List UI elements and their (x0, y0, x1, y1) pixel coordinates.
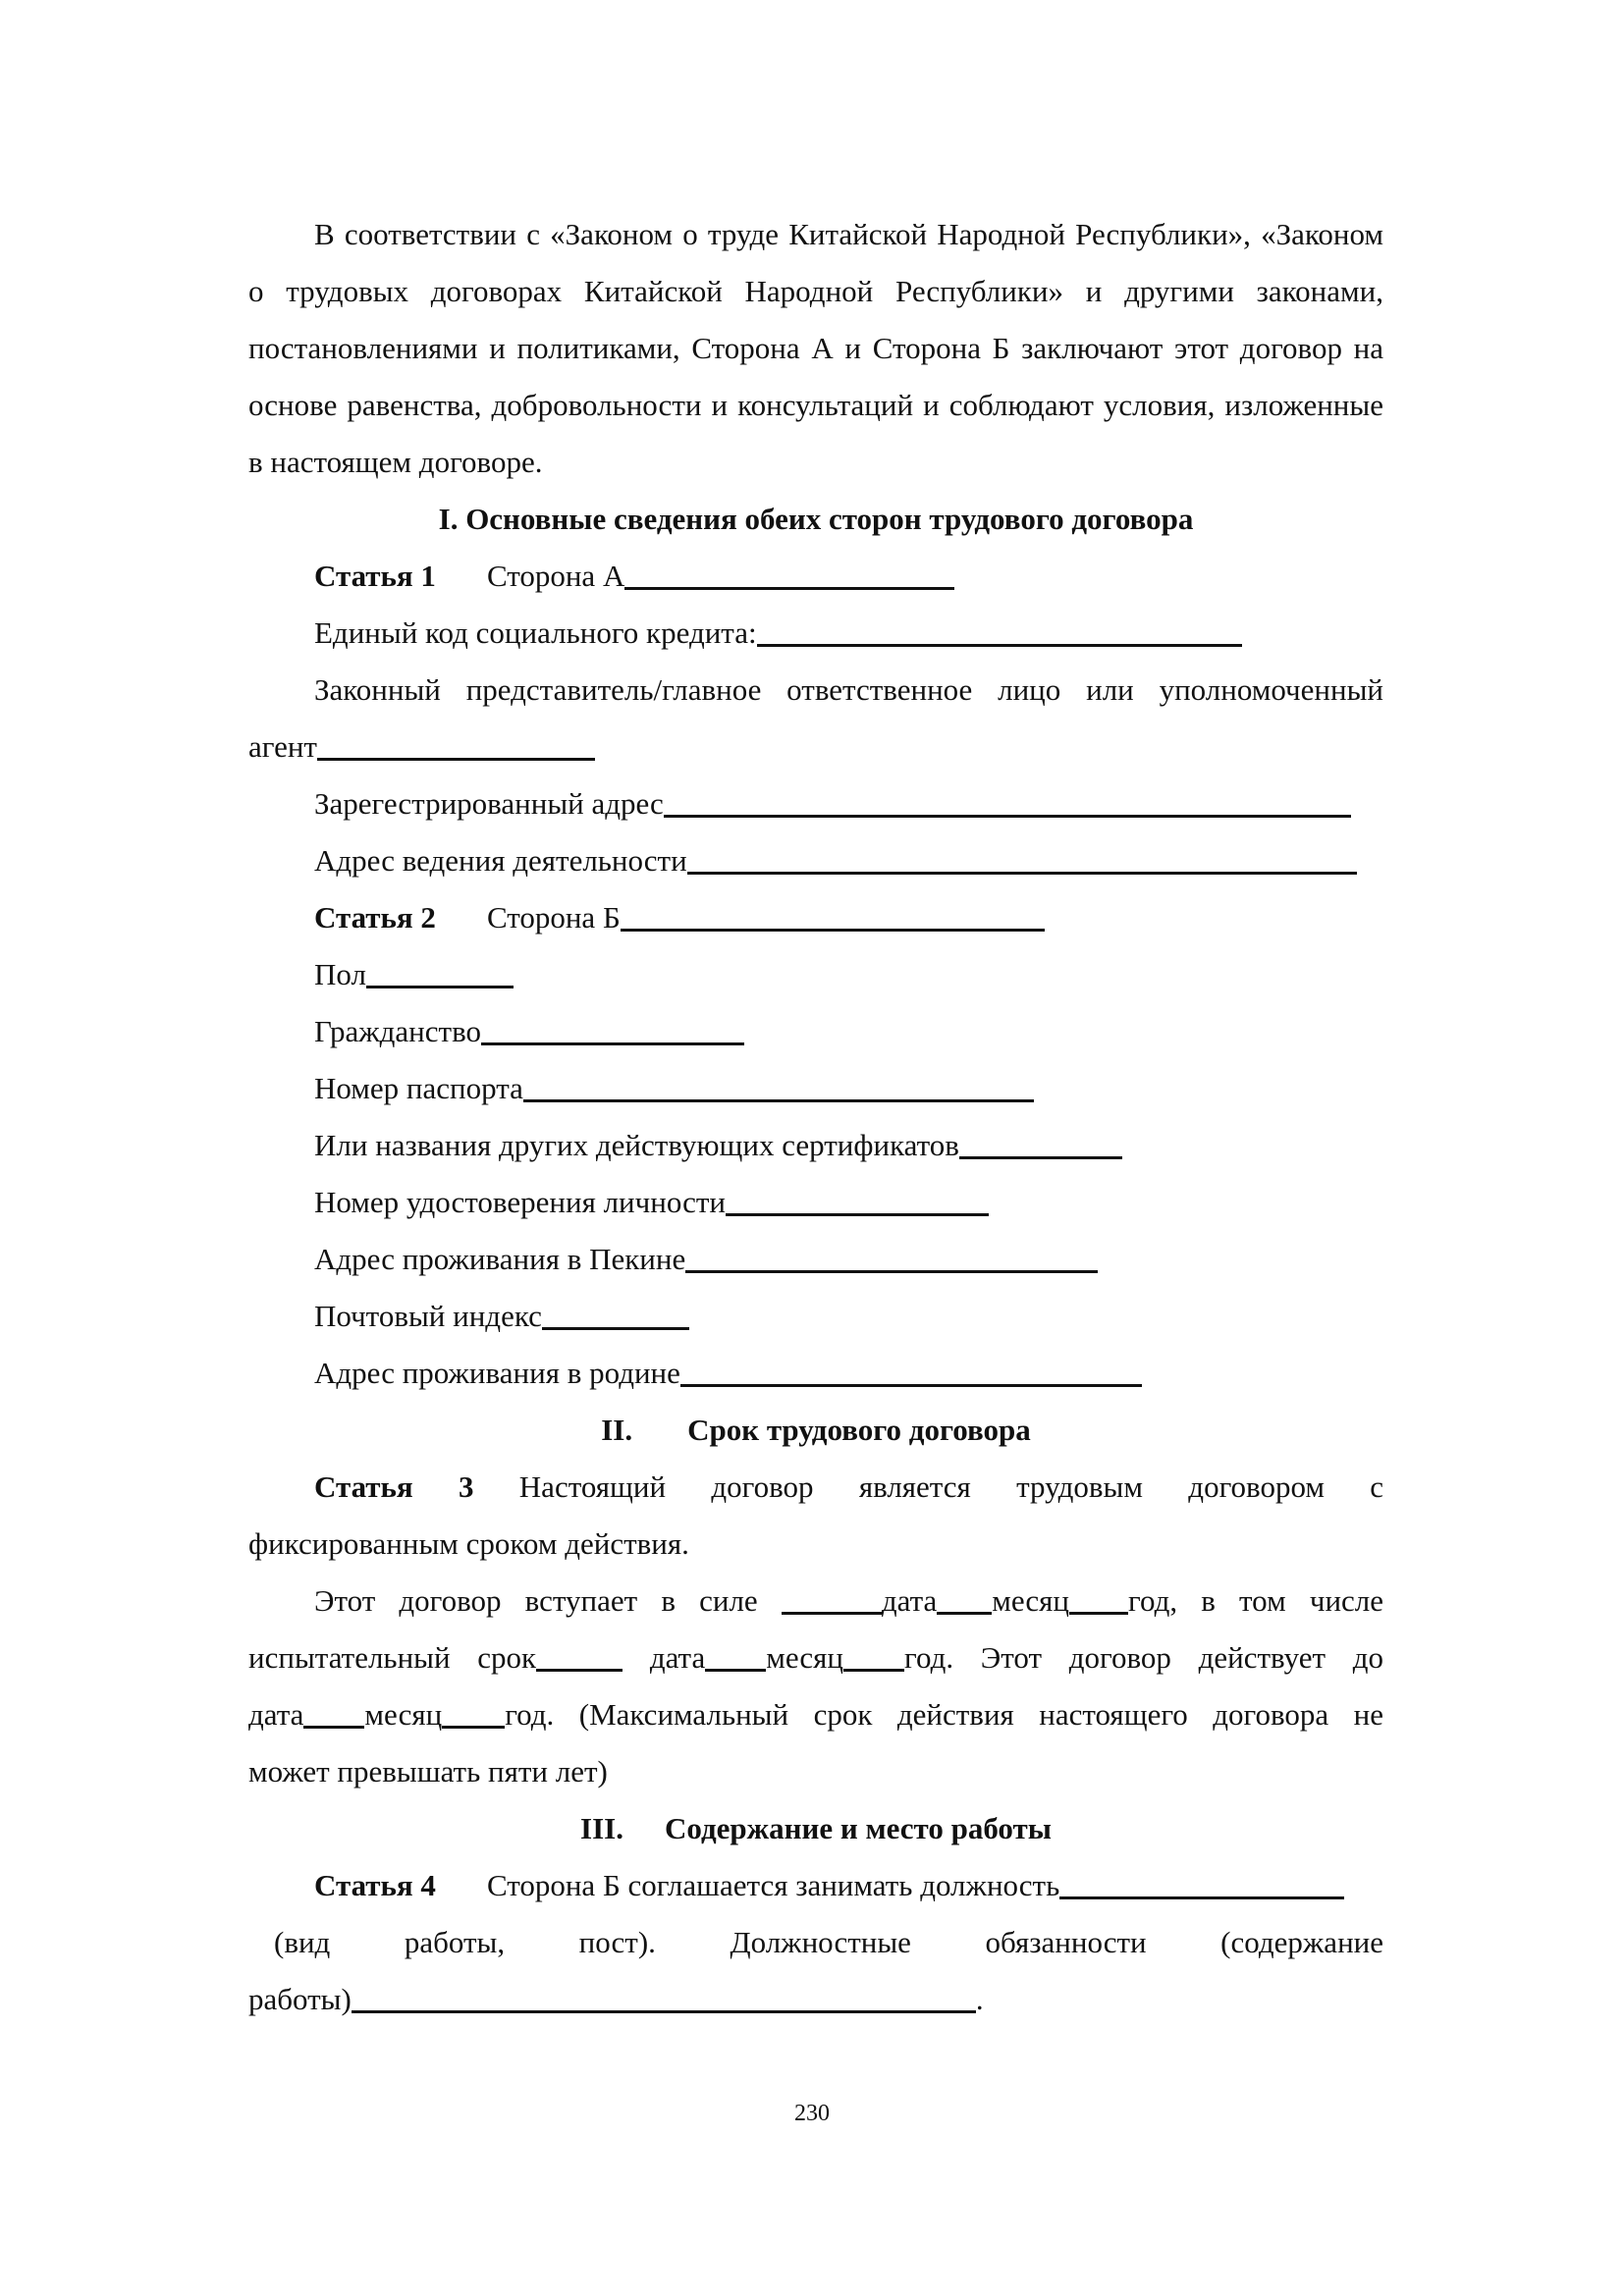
agent-label: агент (248, 729, 317, 764)
year-label: год (1128, 1583, 1170, 1618)
art4-word: (содержание (1220, 1925, 1384, 1959)
article-1-label: Статья 1 (314, 559, 436, 593)
gender-line (248, 946, 1383, 1003)
article-3-line-2: фиксированным сроком действия. (248, 1526, 689, 1561)
art4-word: обязанности (985, 1925, 1147, 1959)
section-1-heading: I. Основные сведения обеих сторон трудового договора (438, 502, 1194, 536)
start-month-blank[interactable] (937, 1584, 992, 1615)
section-3-heading (248, 1800, 1383, 1857)
id-number-label: Номер удостоверения личности (314, 1185, 726, 1219)
date-label: дата (248, 1697, 304, 1732)
term-valid-until: год. Этот договор действует до (904, 1640, 1383, 1675)
probation-date (650, 1640, 904, 1675)
credit-code-label: Единый код социального кредита: (314, 615, 757, 650)
home-address-label: Адрес проживания в родине (314, 1356, 680, 1390)
position-label: Сторона Б соглашается занимать должность (486, 1868, 1060, 1902)
other-certs-blank[interactable] (959, 1129, 1122, 1159)
intro-paragraph: В соответствии с «Законом о труде Китайской Народной Республики», «Законом о трудовых договорах Китайской Народной Республики» и другими законами, постановлениями и политиками, Сторона А и Сторона Б заключают этот договор на основе равенства, добровольности и консультаций и соблюдают условия, изложенные в настоящем договоре. (248, 217, 1383, 479)
party-a-label: Сторона А (486, 559, 625, 593)
article-2-line (248, 889, 1383, 946)
registered-address-label: Зарегестрированный адрес (314, 786, 664, 821)
term-start-label: Этот договор вступает в силе (314, 1583, 758, 1618)
section-3-title: Содержание и место работы (665, 1811, 1052, 1845)
article-4-line-3 (248, 1971, 1383, 2028)
probation-label (248, 1640, 623, 1675)
registered-address-blank[interactable] (664, 787, 1351, 818)
art4-word: пост). (578, 1925, 656, 1959)
end-month-blank[interactable] (442, 1698, 505, 1729)
party-b-blank[interactable] (621, 901, 1045, 932)
postcode-line (248, 1288, 1383, 1345)
agent-blank[interactable] (317, 730, 595, 761)
other-certs-label: Или названия других действующих сертификатов (314, 1128, 959, 1162)
representative-line-1: Законный представитель/главное ответственное лицо или уполномоченный (314, 672, 1383, 707)
business-address-label: Адрес ведения деятельности (314, 843, 687, 878)
term-line-4: может превышать пяти лет) (248, 1754, 608, 1789)
month-label: месяц (766, 1640, 844, 1675)
article-1-line (248, 548, 1383, 605)
period: . (975, 1982, 984, 2016)
business-address-line (248, 832, 1383, 889)
position-blank[interactable] (1059, 1869, 1344, 1899)
probation-text: испытательный срок (248, 1640, 537, 1675)
home-address-blank[interactable] (680, 1357, 1142, 1387)
date-label: дата (881, 1583, 938, 1618)
probation-blank[interactable] (536, 1641, 623, 1672)
art3-word: трудовым (1016, 1469, 1143, 1504)
max-term-text: год. (Максимальный срок действия настоящего договора не (505, 1697, 1383, 1732)
beijing-address-label: Адрес проживания в Пекине (314, 1242, 686, 1276)
beijing-address-blank[interactable] (685, 1243, 1098, 1273)
id-number-line (248, 1174, 1383, 1231)
section-2-heading (248, 1402, 1383, 1459)
art3-word: является (858, 1469, 971, 1504)
work-content-label: работы) (248, 1982, 352, 2016)
party-a-blank[interactable] (624, 560, 954, 590)
section-3-number: III. (580, 1811, 623, 1845)
article-4-label: Статья 4 (314, 1868, 436, 1902)
credit-code-blank[interactable] (757, 616, 1242, 647)
end-date-blank[interactable] (303, 1698, 364, 1729)
citizenship-line (248, 1003, 1383, 1060)
work-content-blank[interactable] (352, 1983, 976, 2013)
art3-word: Настоящий (518, 1469, 667, 1504)
art3-word: договор (711, 1469, 814, 1504)
probation-month-blank[interactable] (843, 1641, 904, 1672)
party-b-label: Сторона Б (486, 900, 621, 934)
passport-line (248, 1060, 1383, 1117)
section-2-title: Срок трудового договора (687, 1413, 1031, 1447)
citizenship-label: Гражданство (314, 1014, 482, 1048)
registered-address-line (248, 775, 1383, 832)
credit-code-line (248, 605, 1383, 662)
passport-blank[interactable] (523, 1072, 1034, 1102)
gender-label: Пол (314, 957, 366, 991)
month-label: месяц (992, 1583, 1070, 1618)
end-date (248, 1697, 505, 1732)
art4-word: (вид (274, 1925, 331, 1959)
including-label: в том числе (1201, 1583, 1384, 1618)
postcode-label: Почтовый индекс (314, 1299, 542, 1333)
art3-word: с (1370, 1469, 1384, 1504)
art4-word: работы, (404, 1925, 506, 1959)
document-page (248, 206, 1383, 2028)
postcode-blank[interactable] (542, 1300, 689, 1330)
page-number: 230 (794, 2101, 830, 2126)
section-2-number: II. (601, 1413, 633, 1447)
citizenship-blank[interactable] (481, 1015, 744, 1045)
business-address-blank[interactable] (687, 844, 1357, 875)
comma: , (1169, 1583, 1178, 1618)
representative-line-2 (248, 719, 1383, 775)
article-4-line-2 (248, 1914, 1383, 1971)
probation-date-blank[interactable] (705, 1641, 766, 1672)
term-line-1 (248, 1573, 1383, 1629)
term-start-date (782, 1583, 1177, 1618)
date-label: дата (649, 1640, 706, 1675)
passport-label: Номер паспорта (314, 1071, 523, 1105)
gender-blank[interactable] (366, 958, 514, 988)
id-number-blank[interactable] (726, 1186, 989, 1216)
home-address-line (248, 1345, 1383, 1402)
term-line-3 (248, 1686, 1383, 1743)
start-year-blank[interactable] (1069, 1584, 1128, 1615)
other-certs-line (248, 1117, 1383, 1174)
article-3-label: Статья 3 (314, 1469, 474, 1504)
art4-word: Должностные (730, 1925, 911, 1959)
article-4-line (248, 1857, 1383, 1914)
art3-word: договором (1188, 1469, 1325, 1504)
term-line-2 (248, 1629, 1383, 1686)
article-2-label: Статья 2 (314, 900, 436, 934)
month-label: месяц (364, 1697, 443, 1732)
article-3-line-1 (248, 1459, 1383, 1516)
start-date-blank[interactable] (782, 1584, 882, 1615)
beijing-address-line (248, 1231, 1383, 1288)
